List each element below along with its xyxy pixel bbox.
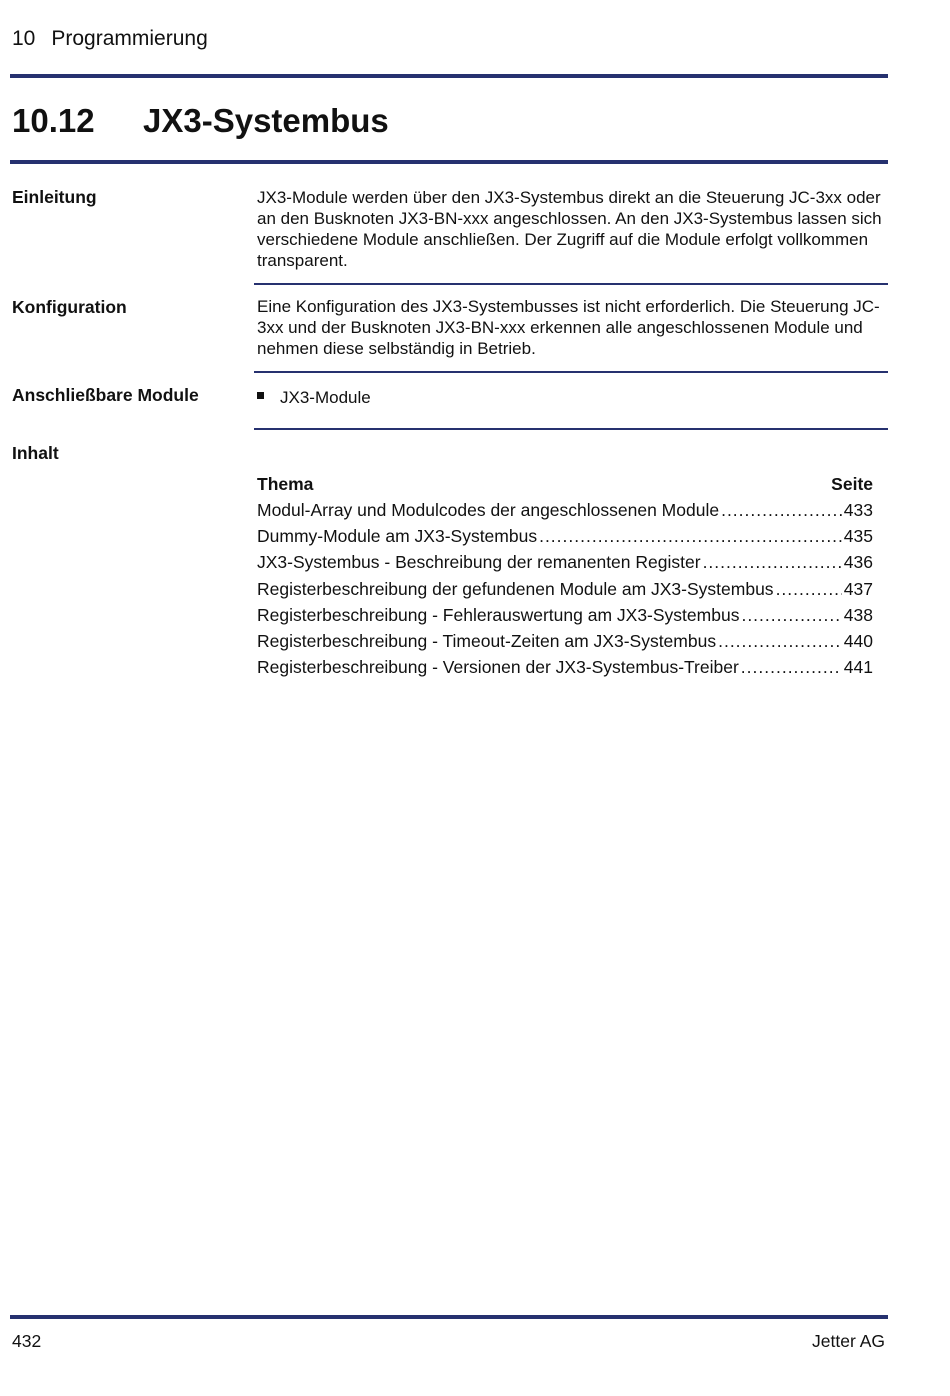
toc-col-page: Seite (831, 474, 873, 494)
toc-entry-page: 435 (843, 526, 873, 547)
section-rule (10, 160, 888, 164)
label-anschliessbare-module: Anschließbare Module (12, 385, 199, 405)
toc-entry-title: Dummy-Module am JX3-Systembus (257, 526, 538, 547)
toc-leader (741, 604, 841, 626)
toc-leader (703, 551, 842, 573)
section-number: 10.12 (12, 102, 95, 139)
footer-page-number: 432 (12, 1331, 42, 1351)
chapter-title: Programmierung (51, 27, 208, 50)
toc-col-topic: Thema (257, 474, 314, 494)
running-header (12, 27, 208, 51)
divider-module (254, 428, 888, 430)
toc-entry-title: Registerbeschreibung - Versionen der JX3-Systembus-Treiber (257, 657, 739, 678)
toc-entry-title: Modul-Array und Modulcodes der angeschlossenen Module (257, 500, 720, 520)
toc-row[interactable] (257, 525, 873, 551)
toc-row[interactable] (257, 604, 873, 630)
toc-row[interactable] (257, 499, 873, 525)
section-heading (12, 102, 389, 140)
table-of-contents (257, 473, 873, 682)
bullet-list-item (257, 388, 371, 408)
toc-entry-title: Registerbeschreibung - Fehlerauswertung am JX3-Systembus (257, 604, 740, 625)
toc-entry-page: 438 (843, 604, 873, 625)
square-bullet-icon (257, 392, 264, 399)
toc-header (257, 473, 873, 499)
toc-entry-page: 440 (843, 630, 873, 651)
toc-leader (539, 525, 842, 547)
toc-leader (776, 578, 842, 600)
bullet-text: JX3-Module (280, 388, 371, 407)
toc-entry-page: 437 (843, 578, 873, 599)
section-title: JX3-Systembus (143, 102, 389, 139)
toc-row[interactable] (257, 656, 873, 682)
einleitung-text: JX3-Module werden über den JX3-Systembus direkt an die Steuerung JC-3xx oder an den Busknoten JX3-BN-xxx angeschlossen. An den JX3-Systembus lassen sich verschiedene Module anschließen. Der Zugriff auf die Module erfolgt vollkommen transparent. (257, 188, 882, 270)
konfiguration-text: Eine Konfiguration des JX3-Systembusses ist nicht erforderlich. Die Steuerung JC-3xx und der Busknoten JX3-BN-xxx erkennen alle angeschlossenen Module und nehmen diese selbständig in Betrieb. (257, 297, 880, 358)
toc-entry-title: Registerbeschreibung - Timeout-Zeiten am JX3-Systembus (257, 630, 717, 651)
toc-leader (718, 630, 842, 652)
divider-einleitung (254, 283, 888, 285)
toc-leader (741, 656, 842, 678)
label-inhalt: Inhalt (12, 443, 59, 463)
label-einleitung: Einleitung (12, 187, 97, 207)
toc-entry-page: 436 (843, 552, 873, 573)
divider-konfiguration (254, 371, 888, 373)
toc-row[interactable] (257, 578, 873, 604)
toc-entry-page: 433 (843, 500, 873, 520)
footer-company: Jetter AG (812, 1331, 885, 1351)
toc-leader (721, 499, 842, 521)
toc-entry-page: 441 (843, 657, 873, 678)
toc-entry-title: Registerbeschreibung der gefundenen Module am JX3-Systembus (257, 578, 774, 599)
toc-row[interactable] (257, 630, 873, 656)
header-rule (10, 74, 888, 78)
chapter-number: 10 (12, 27, 36, 50)
label-konfiguration: Konfiguration (12, 297, 127, 317)
footer-rule (10, 1315, 888, 1319)
toc-entry-title: JX3-Systembus - Beschreibung der remanenten Register (257, 552, 701, 573)
toc-row[interactable] (257, 551, 873, 577)
